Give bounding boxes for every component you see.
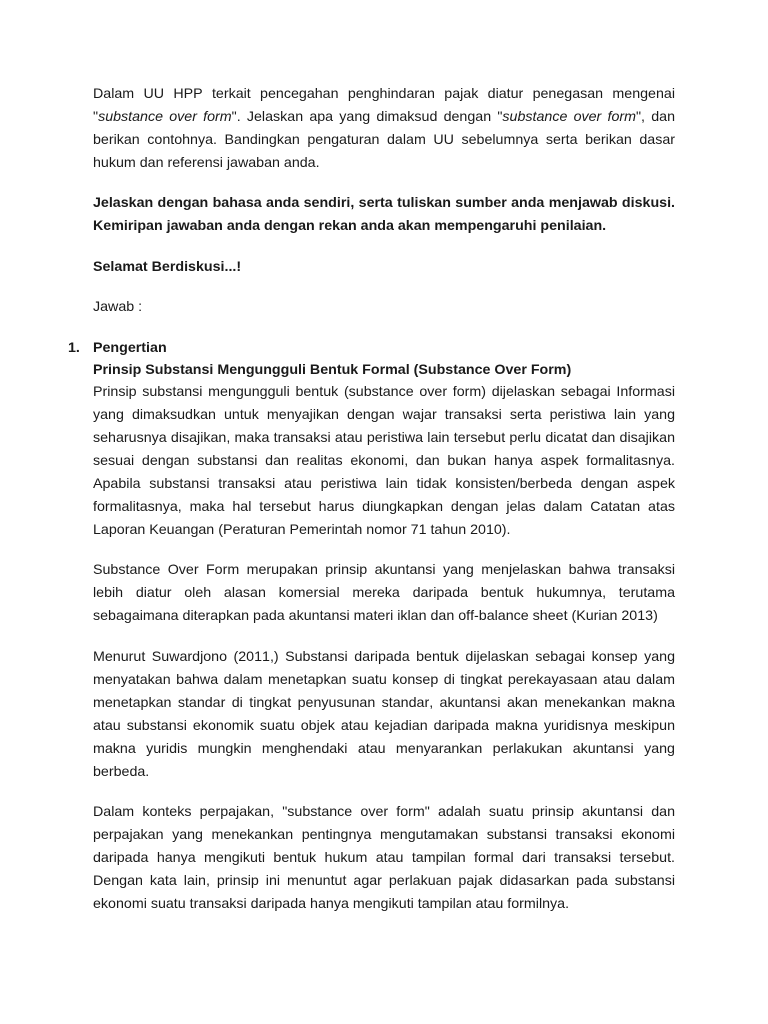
section-subheading: Prinsip Substansi Mengungguli Bentuk Formal (Substance Over Form) <box>93 361 572 378</box>
answer-paragraph: Dalam konteks perpajakan, "substance over form" adalah suatu prinsip akuntansi dan perpajakan yang menekankan pentingnya mengutamakan substansi transaksi ekonomi daripada hanya mengikuti bentuk hukum atau tampilan formal dari transaksi tersebut. Dengan kata lain, prinsip ini menuntut agar perlakuan pajak didasarkan pada substansi ekonomi suatu transaksi daripada hanya mengikuti tampilan atau formilnya. <box>93 804 675 912</box>
question-text-part: ". Jelaskan apa yang dimaksud dengan " <box>231 108 503 125</box>
instruction-text: Jelaskan dengan bahasa anda sendiri, serta tuliskan sumber anda menjawab diskusi. Kemiripan jawaban anda dengan rekan anda akan mempengaruhi penilaian. <box>93 195 675 234</box>
answer-section <box>68 337 675 917</box>
term-substance-over-form: substance over form <box>98 108 232 125</box>
greeting-text: Selamat Berdiskusi...! <box>93 258 242 275</box>
answer-paragraph: Prinsip substansi mengungguli bentuk (substance over form) dijelaskan sebagai Informasi yang dimaksudkan untuk menyajikan dengan wajar transaksi serta peristiwa lain yang seharusnya disajikan, maka transaksi atau peristiwa lain tersebut perlu dicatat dan disajikan sesuai dengan substansi dan realitas ekonomi, dan bukan hanya aspek formalitasnya. Apabila substansi transaksi atau peristiwa lain tidak konsisten/berbeda dengan aspek formalitasnya, maka hal tersebut harus diungkapkan dengan jelas dalam Catatan atas Laporan Keuangan (Peraturan Pemerintah nomor 71 tahun 2010). <box>93 383 675 538</box>
section-number: 1. <box>68 339 80 356</box>
answer-label: Jawab : <box>93 299 143 315</box>
term-substance-over-form: substance over form <box>502 108 636 125</box>
document-body <box>68 83 675 934</box>
question-paragraph <box>93 83 675 175</box>
question-text-part: Dalam UU HPP terkait pencegahan penghindaran pajak diatur penegasan mengenai " <box>93 85 675 125</box>
question-text-part: ", dan berikan contohnya. Bandingkan pengaturan dalam UU sebelumnya serta berikan dasar hukum dan referensi jawaban anda. <box>93 108 675 171</box>
answer-paragraph: Menurut Suwardjono (2011,) Substansi daripada bentuk dijelaskan sebagai konsep yang menyatakan bahwa dalam menetapkan suatu konsep di tingkat perekayasaan atau dalam menetapkan standar di tingkat penyusunan standar, akuntansi akan menekankan makna atau substansi ekonomik suatu objek atau kejadian daripada makna yuridisnya meskipun makna yuridis mungkin menghendaki atau menyarankan perlakukan akuntansi yang berbeda. <box>93 648 675 780</box>
answer-paragraph: Substance Over Form merupakan prinsip akuntansi yang menjelaskan bahwa transaksi lebih diatur oleh alasan komersial mereka daripada bentuk hukumnya, terutama sebagaimana diterapkan pada akuntansi materi iklan dan off-balance sheet (Kurian 2013) <box>93 562 675 624</box>
section-heading: Pengertian <box>93 339 167 356</box>
